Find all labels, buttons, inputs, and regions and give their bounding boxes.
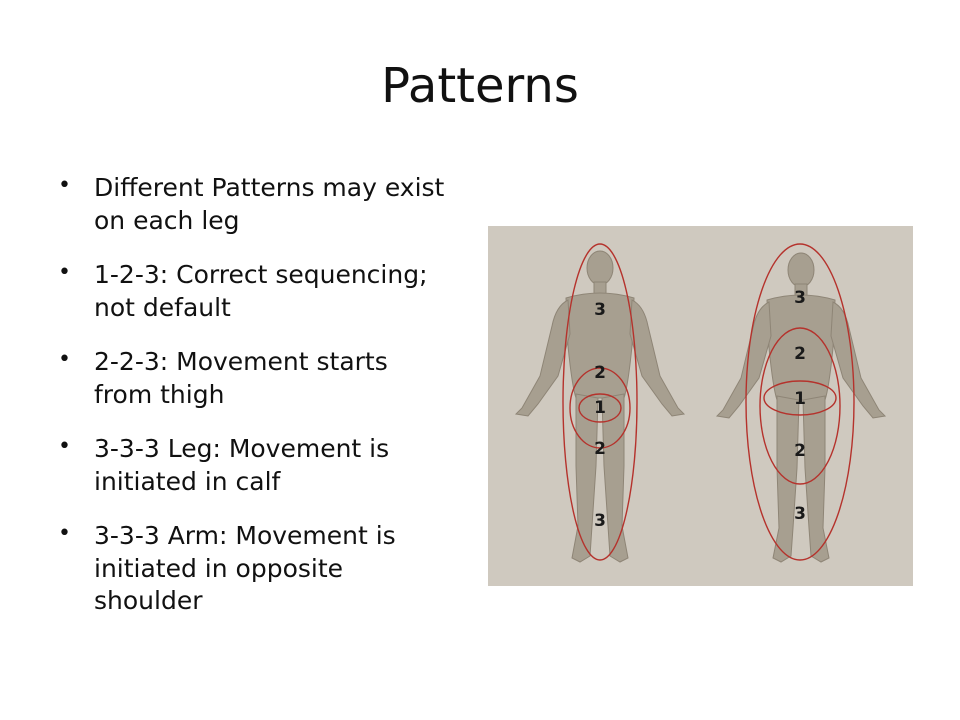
- bullet-dot: •: [58, 521, 71, 546]
- front-label-upper-3: 3: [594, 300, 606, 320]
- bullet-item: [58, 433, 453, 498]
- back-label-lower-2: 2: [794, 441, 806, 461]
- bullet-item: [58, 520, 453, 618]
- front-head: [587, 251, 613, 285]
- bullet-text: Different Patterns may exist on each leg: [94, 173, 445, 235]
- bullet-text: 1-2-3: Correct sequencing; not default: [94, 260, 428, 322]
- body-pattern-svg: [488, 226, 913, 586]
- slide-title: Patterns: [381, 58, 579, 114]
- front-label-upper-2: 2: [594, 363, 606, 383]
- back-label-upper-2: 2: [794, 344, 806, 364]
- back-label-1: 1: [794, 389, 806, 409]
- bullet-text: 3-3-3 Leg: Movement is initiated in calf: [94, 434, 390, 496]
- bullet-item: [58, 346, 453, 411]
- bullet-dot: •: [58, 434, 71, 459]
- front-neck: [594, 282, 606, 294]
- bullet-dot: •: [58, 260, 71, 285]
- bullet-text: 3-3-3 Arm: Movement is initiated in opposite shoulder: [94, 521, 396, 615]
- back-head: [788, 253, 814, 287]
- bullet-text: 2-2-3: Movement starts from thigh: [94, 347, 388, 409]
- bullet-item: [58, 172, 453, 237]
- bullet-item: [58, 259, 453, 324]
- body-pattern-illustration: [488, 226, 913, 586]
- back-label-lower-3: 3: [794, 504, 806, 524]
- front-label-1: 1: [594, 398, 606, 418]
- bullet-list: [58, 172, 453, 640]
- front-label-lower-2: 2: [594, 439, 606, 459]
- figure-background: [488, 226, 913, 586]
- back-label-upper-3: 3: [794, 288, 806, 308]
- front-label-lower-3: 3: [594, 511, 606, 531]
- bullet-dot: •: [58, 173, 71, 198]
- bullet-dot: •: [58, 347, 71, 372]
